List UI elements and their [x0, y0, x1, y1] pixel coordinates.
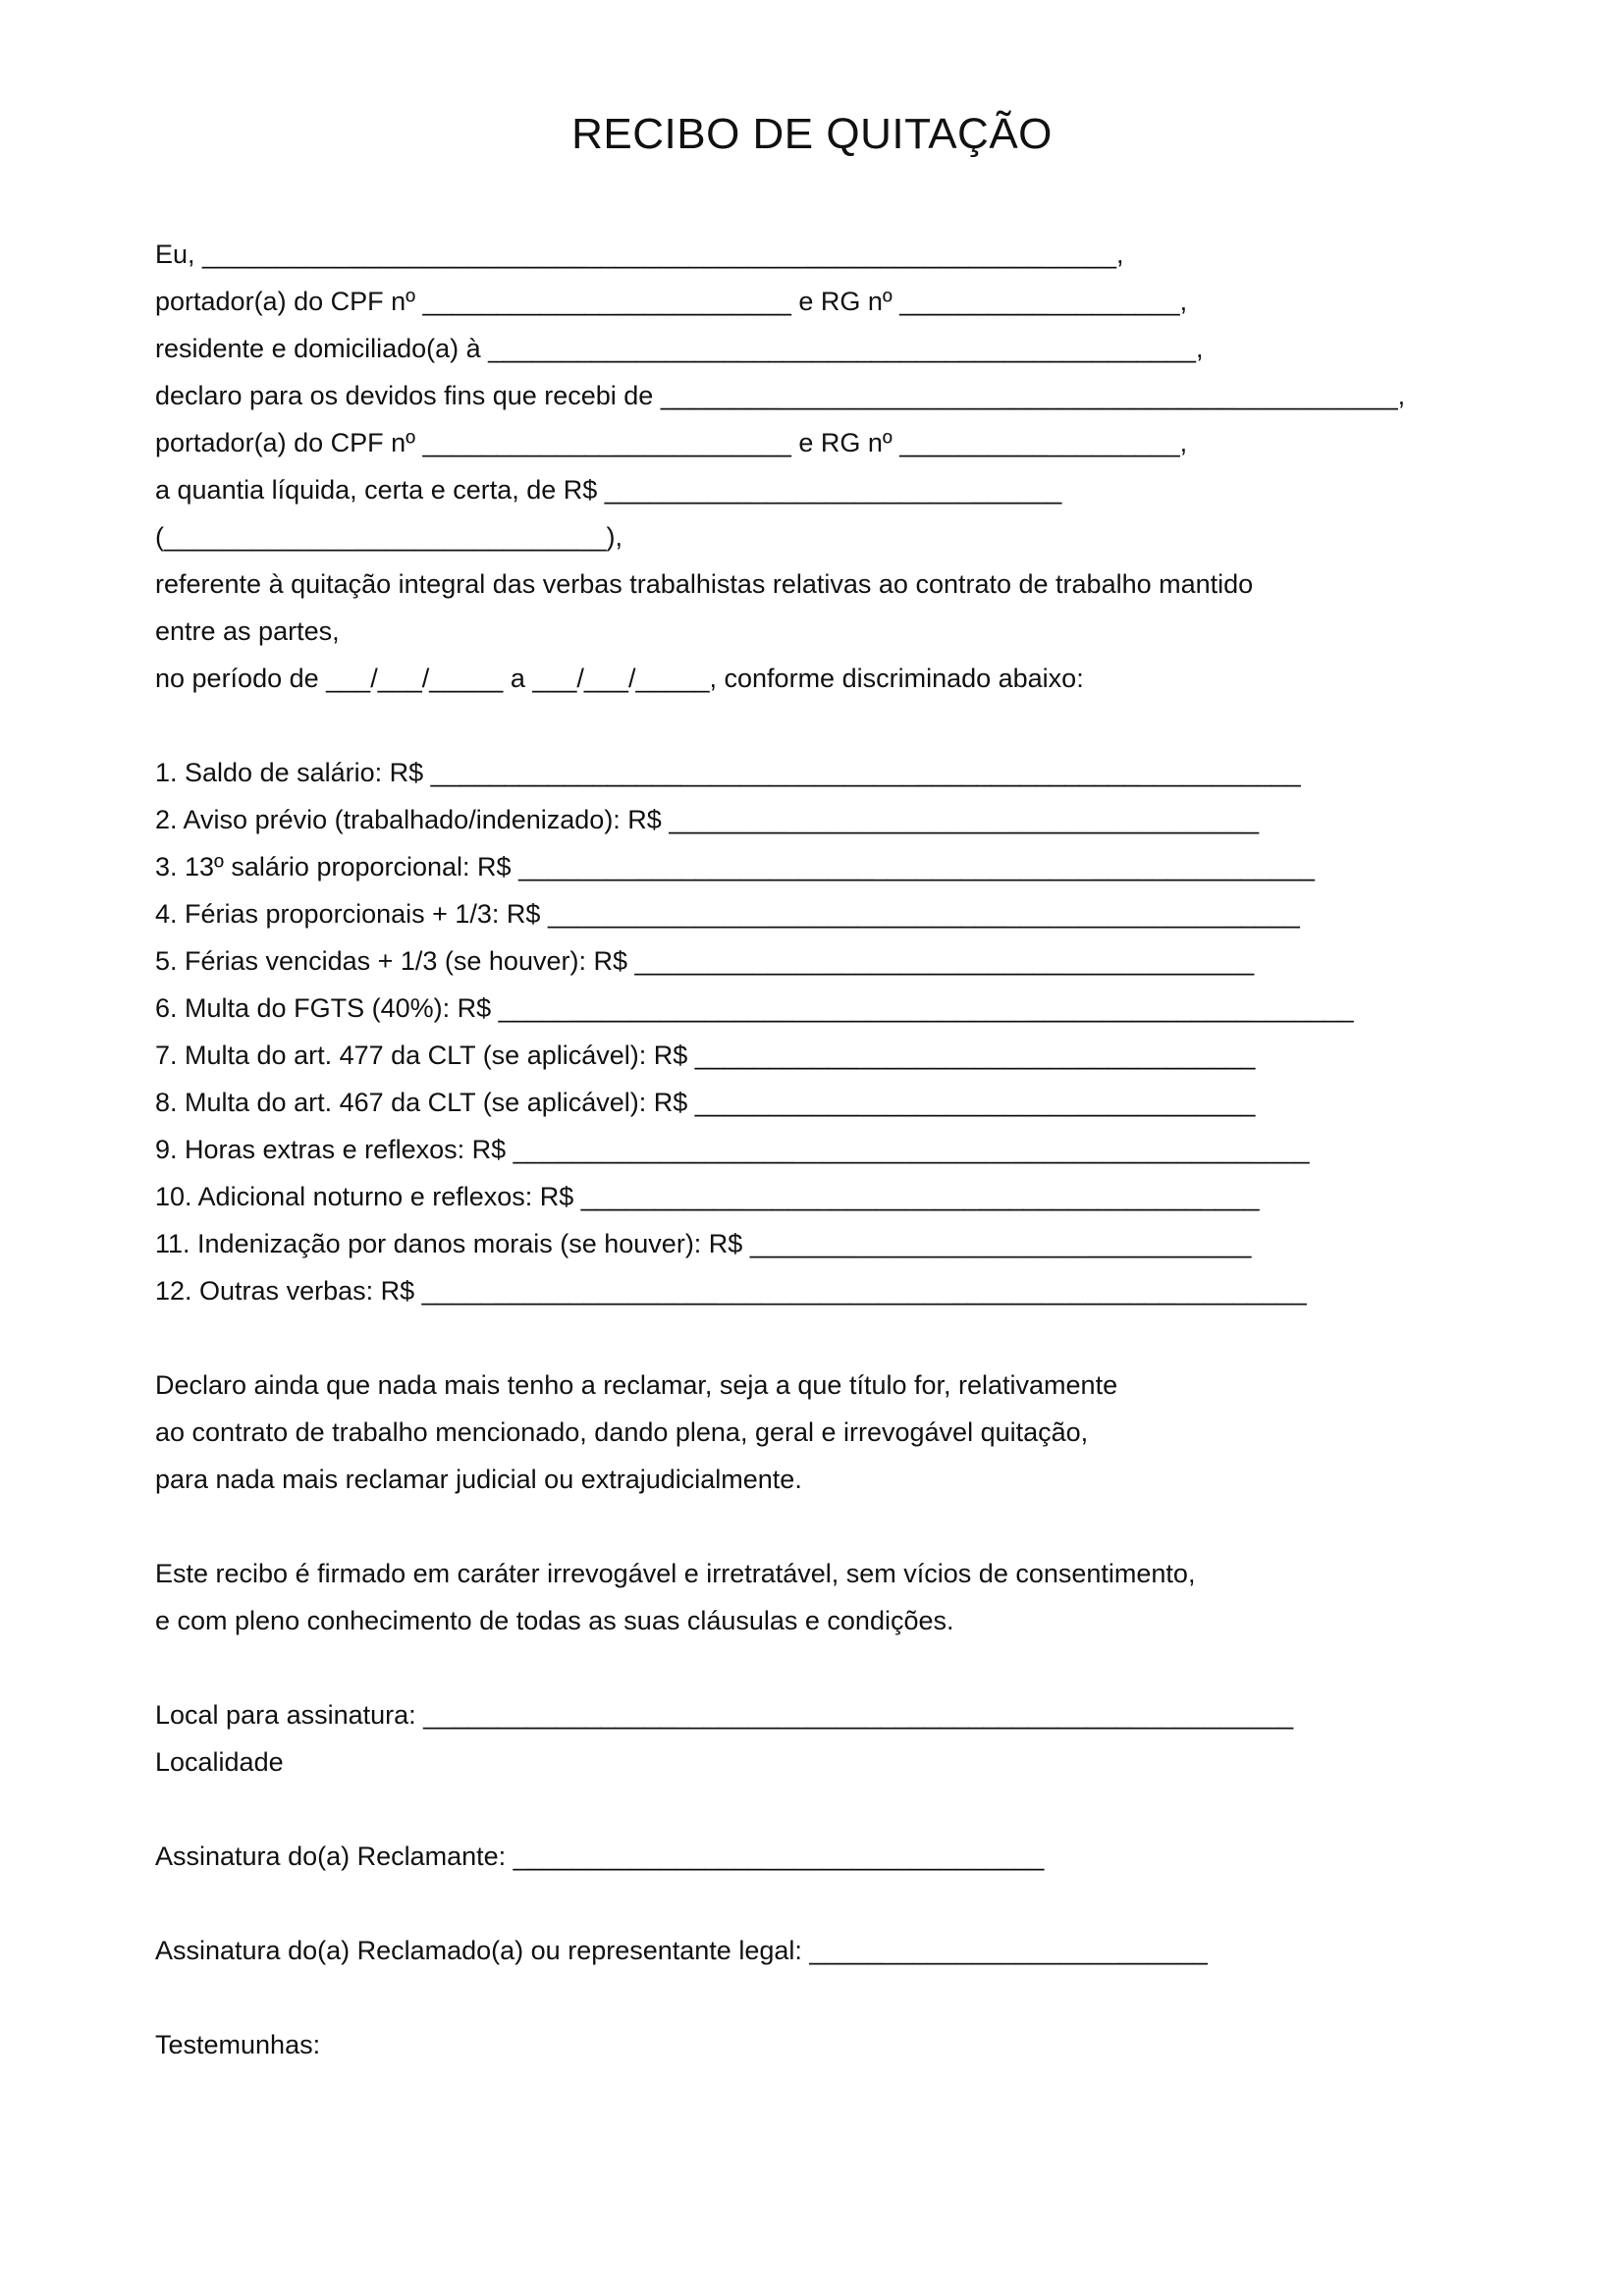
- firm-line-2: e com pleno conhecimento de todas as suas cláusulas e condições.: [155, 1606, 954, 1635]
- declaration-line-1: Declaro ainda que nada mais tenho a reclamar, seja a que título for, relativamente: [155, 1370, 1118, 1400]
- signature-local-line: Local para assinatura: ___________________________________________________________: [155, 1700, 1294, 1730]
- declaration-line-3: para nada mais reclamar judicial ou extrajudicialmente.: [155, 1465, 802, 1494]
- intro-line-reference: referente à quitação integral das verbas trabalhistas relativas ao contrato de trabalho mantido: [155, 569, 1254, 599]
- item-multa-477: 7. Multa do art. 477 da CLT (se aplicável): R$ ______________________________________: [155, 1041, 1256, 1070]
- intro-line-cpf-rg-payer: portador(a) do CPF nº _________________________ e RG nº ___________________,: [155, 428, 1188, 457]
- item-saldo-salario: 1. Saldo de salário: R$ ___________________________________________________________: [155, 758, 1301, 787]
- intro-line-received-from: declaro para os devidos fins que recebi de __________________________________________________,: [155, 381, 1406, 410]
- signature-reclamado-line: Assinatura do(a) Reclamado(a) ou representante legal: ___________________________: [155, 1936, 1208, 1965]
- intro-line-address: residente e domiciliado(a) à ________________________________________________,: [155, 334, 1204, 363]
- signature-reclamante-line: Assinatura do(a) Reclamante: ____________________________________: [155, 1842, 1045, 1871]
- intro-line-amount: a quantia líquida, certa e certa, de R$ _______________________________: [155, 475, 1062, 505]
- item-danos-morais: 11. Indenização por danos morais (se houver): R$ __________________________________: [155, 1229, 1252, 1258]
- item-multa-467: 8. Multa do art. 467 da CLT (se aplicável): R$ ______________________________________: [155, 1088, 1256, 1117]
- intro-line-name: Eu, ______________________________________________________________,: [155, 240, 1124, 269]
- witnesses-label: Testemunhas:: [155, 2030, 321, 2059]
- item-ferias-proporcionais: 4. Férias proporcionais + 1/3: R$ ___________________________________________________: [155, 899, 1300, 929]
- item-13-salario: 3. 13º salário proporcional: R$ ______________________________________________________: [155, 852, 1315, 881]
- intro-line-cpf-rg: portador(a) do CPF nº _________________________ e RG nº ___________________,: [155, 287, 1188, 316]
- item-outras-verbas: 12. Outras verbas: R$ ____________________________________________________________: [155, 1276, 1307, 1306]
- item-ferias-vencidas: 5. Férias vencidas + 1/3 (se houver): R$ __________________________________________: [155, 946, 1255, 976]
- item-adicional-noturno: 10. Adicional noturno e reflexos: R$ ______________________________________________: [155, 1182, 1260, 1211]
- item-multa-fgts: 6. Multa do FGTS (40%): R$ __________________________________________________________: [155, 993, 1354, 1023]
- intro-line-parties: entre as partes,: [155, 616, 340, 646]
- intro-line-period: no período de ___/___/_____ a ___/___/_____, conforme discriminado abaixo:: [155, 664, 1084, 693]
- item-horas-extras: 9. Horas extras e reflexos: R$ ______________________________________________________: [155, 1135, 1310, 1164]
- firm-line-1: Este recibo é firmado em caráter irrevogável e irretratável, sem vícios de consentimento,: [155, 1559, 1196, 1588]
- item-aviso-previo: 2. Aviso prévio (trabalhado/indenizado): R$ ________________________________________: [155, 805, 1259, 834]
- declaration-line-2: ao contrato de trabalho mencionado, dando plena, geral e irrevogável quitação,: [155, 1417, 1089, 1447]
- signature-localidade: Localidade: [155, 1747, 284, 1777]
- intro-line-amount-words: (______________________________),: [155, 522, 623, 552]
- document-title: RECIBO DE QUITAÇÃO: [571, 110, 1053, 158]
